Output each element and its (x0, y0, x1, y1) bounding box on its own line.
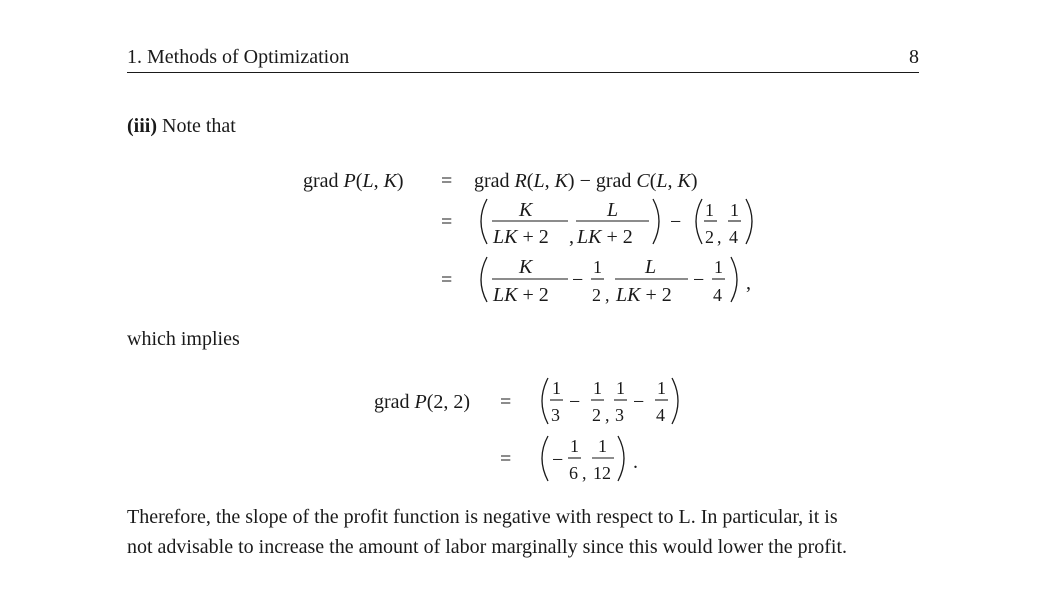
eq2-lhs: grad P(2, 2) (374, 391, 471, 413)
svg-text:,: , (605, 285, 610, 305)
svg-text:4: 4 (656, 405, 665, 425)
svg-text:4: 4 (713, 285, 722, 305)
eq2-equals-1: = (500, 391, 512, 413)
svg-text:1: 1 (616, 378, 625, 398)
equation-block-1 (303, 170, 752, 306)
svg-text:.: . (633, 451, 638, 473)
svg-text:,: , (582, 463, 587, 483)
note-text: Note that (157, 115, 236, 137)
svg-text:1: 1 (593, 257, 602, 277)
eq1-l2-paren-close (653, 199, 659, 244)
svg-text:3: 3 (551, 405, 560, 425)
svg-text:−: − (693, 269, 705, 291)
eq1-line1: grad R(L, K) − grad C(L, K) (474, 170, 698, 192)
svg-text:−: − (569, 391, 581, 413)
svg-text:2: 2 (705, 227, 714, 247)
svg-text:1: 1 (570, 436, 579, 456)
svg-text:,: , (569, 226, 574, 248)
conclusion-line-2: not advisable to increase the amount of labor marginally since this would lower the profit. (127, 536, 847, 558)
svg-text:6: 6 (569, 463, 578, 483)
svg-text:1: 1 (705, 200, 714, 220)
svg-text:LK + 2: LK + 2 (616, 284, 672, 306)
svg-text:−: − (552, 449, 564, 471)
svg-text:2: 2 (592, 405, 601, 425)
svg-text:−: − (572, 269, 584, 291)
page-number: 8 (909, 46, 919, 68)
section-title: 1. Methods of Optimization (127, 46, 350, 68)
svg-text:1: 1 (730, 200, 739, 220)
svg-text:L: L (607, 199, 619, 221)
svg-text:,: , (605, 405, 610, 425)
svg-text:K: K (519, 256, 533, 278)
item-label: (iii) (127, 115, 157, 137)
svg-text:1: 1 (552, 378, 561, 398)
svg-text:4: 4 (729, 227, 738, 247)
which-implies-text: which implies (127, 328, 240, 350)
eq1-equals-2: = (441, 211, 453, 233)
svg-text:,: , (717, 227, 722, 247)
svg-text:LK + 2: LK + 2 (493, 226, 549, 248)
svg-text:12: 12 (593, 463, 611, 483)
svg-text:1: 1 (714, 257, 723, 277)
svg-text:1: 1 (598, 436, 607, 456)
eq1-lhs (303, 170, 404, 192)
eq2-equals-2: = (500, 448, 512, 470)
svg-text:2: 2 (592, 285, 601, 305)
svg-text:L: L (645, 256, 657, 278)
conclusion-line-1: Therefore, the slope of the profit function is negative with respect to L. In particular, it is (127, 506, 838, 528)
eq1-equals-3: = (441, 269, 453, 291)
svg-text:1: 1 (657, 378, 666, 398)
svg-text:LK + 2: LK + 2 (577, 226, 633, 248)
svg-text:,: , (746, 272, 751, 294)
svg-text:1: 1 (593, 378, 602, 398)
svg-text:−: − (670, 211, 682, 233)
eq1-equals-1: = (441, 170, 453, 192)
svg-text:K: K (519, 199, 533, 221)
eq1-l2-paren-open (481, 199, 487, 244)
svg-text:3: 3 (615, 405, 624, 425)
svg-text:LK + 2: LK + 2 (493, 284, 549, 306)
svg-text:−: − (633, 391, 645, 413)
svg-text:grad P(L, K): grad P(L, K) (303, 170, 404, 192)
equation-block-2 (374, 378, 678, 483)
